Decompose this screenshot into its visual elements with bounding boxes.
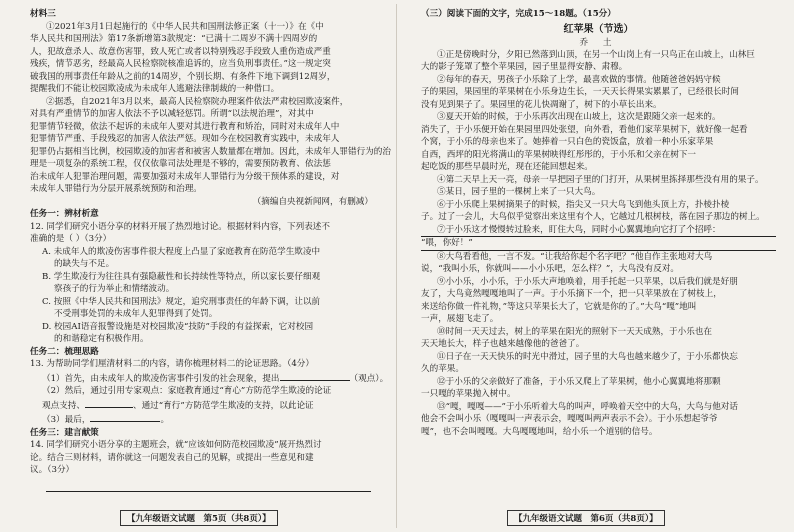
source-note: （摘编自央视新闻网，有删减） [252,196,373,207]
answer-prompt-line: （2）然后，通过引用专家观点：家庭教育通过“育心”方防范学生欺凌的论证 [42,386,332,396]
article-line: 一只嘎的苹果抛入树中。 [421,389,516,399]
paragraph-line: 未成年人罪错行为分层开展系统预防和治理。 [30,184,202,194]
article-line: 他会不会叫小乐（嘎嘎叫一声表示会，嘎嘎叫两声表示不会）。于小乐想起爷爷 [421,414,718,424]
right-page [397,0,794,532]
answer-prompt-line: （3）最后， 。 [30,412,381,427]
question-14 [30,439,381,477]
option-line[interactable]: A. 未成年人的欺凌伤害事件很大程度上凸显了家庭教育在防范学生欺凌中 [42,246,321,257]
answer-blank[interactable] [280,371,350,381]
article-line: 友了，大鸟竟然嘎嘎地叫了一声。于小乐摘下一个，把一只苹果放在了树枝上， [421,289,722,299]
article-line: ⑥于小乐爬上果树摘果子的时候，指尖又一只大鸟飞到他头顶上方，扑棱扑棱 [437,199,730,210]
question-line: 14. 同学们研究小语分享的主题班会，就“应该如何防范校园欺凌”展开热烈讨 [30,440,322,450]
option-continuation: 不受刑事处罚的未成年人犯罪得到了处罚。 [54,309,218,319]
option-continuation: 察孩子的行为举止和情绪波动。 [54,284,175,294]
article-line: ⑤某日，园子里的一棵树上来了一只大鸟。 [437,187,601,197]
paragraph-line: 对具有严重情节的加害人依法不予以减轻惩罚。所谓“以法规治理”，对其中 [30,109,314,119]
question-13-answer-lines [30,371,389,427]
article-line: 一声，展翅飞走了。 [421,314,499,324]
option-line[interactable]: B. 学生欺凌行为往往具有强隐蔽性和长持续性等特点，所以家长要仔细观 [42,271,321,282]
answer-blank[interactable] [85,398,133,408]
article-line: 大的影子笼罩了整个苹果园，园子里显得安静、肃穆。 [421,62,628,72]
article-line: ⑩时间一天天过去，树上的苹果在阳光的照射下一天天成熟，于小乐也在 [437,326,713,337]
answer-blank[interactable] [90,412,160,422]
article-line: 来送给你做一件礼物，”等这只苹果长大了，它就是你的了。”大鸟“嘎”地叫 [421,301,697,312]
article-line: ⑪日子在一天天快乐的时光中滑过，园子里的大鸟也越来越少了，于小乐都快忘 [437,351,738,362]
paragraph-line: 残疾，情节恶劣，经最高人民检察院核准追诉的，应当负刑事责任。”这一规定突 [30,59,331,69]
paragraph-line: ②据悉，自2021年3月以来，最高人民检察院办理案件依法严肃校园欺凌案件， [46,96,349,107]
option-line[interactable]: D. 校园AI语音报警设施是对校园欺凌“技防”手段的有益探索，它对校园 [42,321,314,332]
article-line: ⑧大鸟看看他，一言不发。“让我给你起个名字吧？”他自作主张地对大鸟 [437,251,713,262]
article-line: ①正是傍晚时分，夕阳已然落到山顶，在另一个山岗上有一只鸟正在山坡上，山林巨 [437,49,755,60]
article-line: ⑦于小乐这才慢慢转过脸来，盯住大鸟，同时小心翼翼地向它打了个招呼： [421,224,776,238]
article-line: ⑬“嘎，嘎嘎——”于小乐听着大鸟的叫声，呼唤着天空中的大鸟，大鸟与他对话 [437,401,738,412]
paragraph-line: 犯罪情节轻微，依法不起诉的未成年人要对其进行教育和矫治，同时对未成年人中 [30,121,340,132]
article-line: 个窝，于小乐的母亲也来了。她捧着一只白色的瓷饭盒，放着一种小乐家苹果 [421,137,714,147]
question-line: 议。（3分） [30,465,75,475]
article-line: 嘎”，也不会叫嘎嘎。大鸟嘎嘎地叫，给小乐一个道别的信号。 [421,426,658,437]
paragraph-line: 华人民共和国刑法》第17条新增第3款规定：“已满十二周岁不满十四周岁的 [30,34,318,44]
article-line: 子的果园，果园里的苹果树在小乐身边生长，一天天长得果实累累了，已经很长时间 [421,87,739,97]
article-title: 红苹果（节选） [563,23,634,35]
section-heading: （三）阅读下面的文字，完成15～18题。（15分） [421,9,616,19]
article-line: 说，“我叫小乐，你就叫——小小乐吧，怎么样？”，大鸟没有反对。 [421,264,680,274]
answer-prompt-line: （1）首先，由未成年人的欺凌伤害事件引发的社会现象，提出 （观点）。 [30,371,381,386]
article-line: 自西，西坪的阳光将满山的苹果树映得红彤彤的，于小乐和父亲在树下一 [421,149,697,160]
article-line: ④第二天早上天一亮，母亲一早把园子里的门打开，从果树里拣择那些没有用的果子。 [437,174,764,185]
article-line: 子。过了一会儿，大鸟似乎觉察出来这里有个人，它越过几根树枝，落在园子那边的树上。 [421,212,765,222]
page-footer-5: 【九年级语文试题 第5页（共8页）】 [120,510,278,526]
option-continuation: 的和谐稳定有积极作用。 [54,334,149,344]
question-12 [30,221,381,246]
material-paragraph-1 [30,21,381,96]
question-line: 12. 同学们研究小语分享的材料开展了热烈地讨论。根据材料内容，下列表述不 [30,221,330,232]
paragraph-line: 治未成年人犯罪治理问题，需要加强对未成年人罪错行为分级干预体系的建设，对 [30,171,340,182]
article-line: ⑨小小乐，小小乐，于小乐大声地唤着，用手托起一只苹果，以后我们就是好朋 [437,276,738,287]
article-body [421,49,776,439]
material-paragraph-2 [30,96,391,196]
article-line: ②每年的春天，男孩子小乐除了上学，最喜欢做的事情。他随爸爸妈妈守候 [437,74,721,85]
option-continuation: 的缺失与不足。 [54,259,115,269]
article-line: ③夏天开始的时候，于小乐再次出现在山坡上，这次是跟随父亲一起来的。 [437,112,721,122]
article-line: “喂，你好！” [421,237,776,251]
paragraph-line: 犯罪仍占据相当比例，校园欺凌的加害者和被害人数量都在增加。因此，未成年人罪错行为的治 [30,146,391,157]
question-line: 论。结合三则材料，请你就这一问题发表自己的见解，或提出一些意见和建 [30,452,314,463]
article-line: 起吃饭的那些早晨时光，现在还能回想起来。 [421,162,593,172]
material-heading: 材料三 [30,9,56,19]
article-line: 天天地长大，样子也越来越像他的爸爸了。 [421,339,585,349]
article-line: 久的苹果。 [421,364,464,374]
article-line: ⑫于小乐的父亲做好了准备，于小乐又爬上了苹果树，他小心翼翼地将那颗 [437,376,721,387]
question-12-options [30,246,381,346]
question-line: 准确的是（ ）（3分） [30,234,112,244]
paragraph-line: 破我国的刑事责任年龄从之前的14周岁，个别长期、有条件下地下调到12周岁， [30,71,336,82]
task-three-heading: 任务三：建言献策 [30,427,99,438]
task-one-heading: 任务一：辨材析意 [30,209,99,219]
paragraph-line: 提醒我们不能让校园欺凌成为未成年人逃避法律制裁的一种借口。 [30,84,280,94]
task-two-heading: 任务二：梳理思路 [30,346,99,357]
answer-line[interactable] [46,479,371,492]
paragraph-line: 人，犯故意杀人、故意伤害罪，致人死亡或者以特别残忍手段致人重伤造成严重 [30,46,331,57]
article-line: 没有见到果子了。果园里的花儿快凋谢了，树下的小草长出来。 [421,99,662,110]
article-author: 乔 土 [579,37,618,48]
article-line: 消失了，于小乐便开始在果园里四处张望，向外看，看他们家苹果树下，就好像一起看 [421,124,748,135]
paragraph-line: 犯罪情节严重、手段残忍的加害人依法严惩。现如今在校园教育实践中，未成年人 [30,134,340,144]
paragraph-line: ①2021年3月1日起施行的《中华人民共和国刑法修正案（十一）》在《中 [46,21,324,32]
question-13: 13. 为帮助同学们厘清材料二的内容，请你梳理材料二的论证思路。（4分） [30,359,314,369]
page-footer-6: 【九年级语文试题 第6页（共8页）】 [507,510,665,526]
paragraph-line: 理是一项复杂的系统工程，仅仅依靠司法处理是不够的，需要预防教育、依法惩 [30,159,331,169]
option-line[interactable]: C. 按照《中华人民共和国刑法》规定，追究刑事责任的年龄下调，让以前 [42,296,321,307]
answer-prompt-line: 观点支持、 、通过“育行”方防范学生欺凌的支持，以此论证 [30,398,381,413]
